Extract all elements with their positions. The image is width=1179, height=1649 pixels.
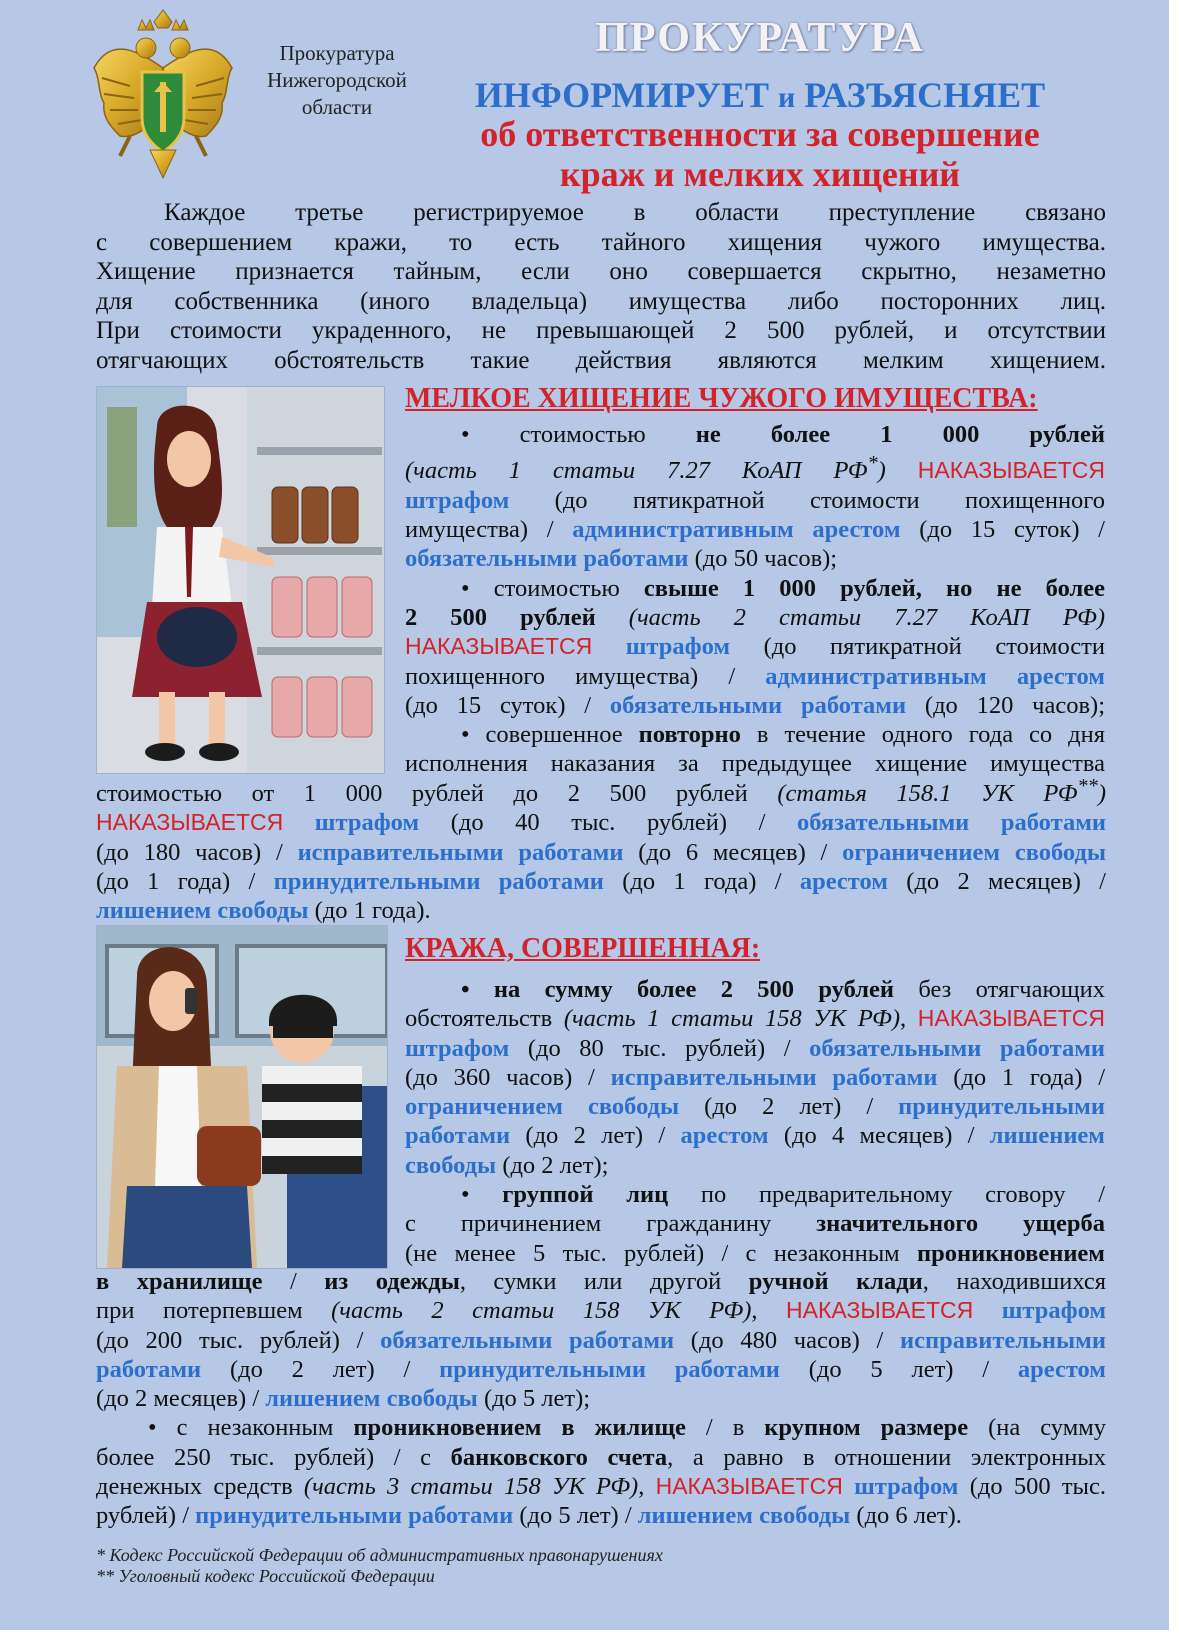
footnotes [96,1545,996,1587]
text-line: свободы (до 2 лет); [405,1151,609,1179]
text-line: • стоимостью свыше 1 000 рублей, но не более [461,574,1105,602]
text-line: похищенного имущества) / административным арестом [405,662,1105,690]
text-line: работами (до 2 лет) / арестом (до 4 месяцев) / лишением [405,1122,1105,1150]
intro-line: При стоимости украденного, не превышающей 2 500 рублей, и отсутствии [96,317,1106,344]
intro-line: Хищение признается тайным, если оно совершается скрытно, незаметно [96,258,1106,285]
text-line: в хранилище / из одежды, сумки или другой ручной клади, находившихся [96,1268,1107,1295]
text-line: (до 200 тыс. рублей) / обязательными работами (до 480 часов) / исправительными [96,1326,1106,1354]
intro-line: для собственника (иного владельца) имущества либо посторонних лиц. [96,287,1106,315]
text-line: обязательными работами (до 50 часов); [405,545,838,573]
text-line: (до 1 года) / принудительными работами (до 1 года) / арестом (до 2 месяцев) / [96,868,1106,896]
text-line: (до 360 часов) / исправительными работами (до 1 года) / [405,1063,1106,1091]
headline-line: краж и мелких хищений [559,154,961,194]
org-line: области [301,95,373,119]
org-line: Нижегородской [267,68,407,92]
intro-line: с совершением кражи, то есть тайного хищения чужого имущества. [96,228,1106,256]
text-line: • совершенное повторно в течение одного года со дня [461,721,1105,749]
text-line: (до 2 месяцев) / лишением свободы (до 5 лет); [96,1385,591,1413]
text-line: НАКАЗЫВАЕТСЯ штрафом (до 40 тыс. рублей) / обязательными работами [96,809,1106,837]
section1-text [405,420,1105,779]
text-line: • на сумму более 2 500 рублей без отягчающих [461,976,1105,1003]
page-title: ПРОКУРАТУРА [595,15,925,61]
text-line: (не менее 5 тыс. рублей) / с незаконным проникновением [405,1239,1105,1267]
text-line: стоимостью от 1 000 рублей до 2 500 рублей (статья 158.1 УК РФ**) [96,775,1106,808]
text-line: при потерпевшем (часть 2 статьи 158 УК РФ), НАКАЗЫВАЕТСЯ штрафом [96,1297,1107,1325]
organization-name [262,40,412,121]
intro-line: Каждое третье регистрируемое в области преступление связано [164,199,1106,226]
subtitle [430,74,1090,116]
text-line: • стоимостью не более 1 000 рублей [461,421,1105,448]
footnote: ** Уголовный кодекс Российской Федерации [96,1566,435,1586]
pickpocket-illustration [96,925,388,1269]
text-line: (часть 1 статьи 7.27 КоАП РФ*) НАКАЗЫВАЕТСЯ [405,452,1105,485]
intro-paragraph [96,198,1106,375]
headline [420,114,1100,194]
text-line: с причинением гражданину значительного ущерба [405,1210,1105,1238]
intro-line: отягчающих обстоятельств такие действия являются мелким хищением. [96,346,1106,374]
text-line: штрафом (до 80 тыс. рублей) / обязательными работами [405,1034,1105,1062]
text-line: рублей) / принудительными работами (до 5 лет) / лишением свободы (до 6 лет). [96,1502,962,1530]
text-line: лишением свободы (до 1 года). [96,897,431,925]
text-line: НАКАЗЫВАЕТСЯ штрафом (до пятикратной стоимости [405,633,1105,661]
text-line: имущества) / административным арестом (до 15 суток) / [405,516,1105,544]
text-line: обстоятельств (часть 1 статьи 158 УК РФ), НАКАЗЫВАЕТСЯ [405,1005,1106,1033]
text-line: (до 180 часов) / исправительными работами (до 6 месяцев) / ограничением свободы [96,838,1106,866]
footnote: * Кодекс Российской Федерации об административных правонарушениях [96,1545,663,1565]
headline-line: об ответственности за совершение [480,114,1040,154]
shoplifting-illustration [96,386,385,774]
section2-text [405,975,1105,1268]
text-line: 2 500 рублей (часть 2 статьи 7.27 КоАП РФ) [405,603,1106,631]
text-line: • с незаконным проникновением в жилище / в крупном размере (на сумму [148,1414,1106,1442]
section2-text-full [96,1267,1106,1531]
subtitle-part: ИНФОРМИРУЕТ [474,75,769,115]
text-line: ограничением свободы (до 2 лет) / принудительными [405,1093,1105,1121]
section2-heading: КРАЖА, СОВЕРШЕННАЯ: [405,933,761,964]
subtitle-part: РАЗЪЯСНЯЕТ [804,75,1046,115]
text-line: исполнения наказания за предыдущее хищение имущества [405,750,1105,778]
text-line: • группой лиц по предварительному сговору / [461,1181,1106,1209]
text-line: работами (до 2 лет) / принудительными работами (до 5 лет) / арестом [96,1355,1106,1383]
text-line: (до 15 суток) / обязательными работами (до 120 часов); [405,691,1106,719]
text-line: денежных средств (часть 3 статьи 158 УК РФ), НАКАЗЫВАЕТСЯ штрафом (до 500 тыс. [96,1473,1107,1501]
text-line: более 250 тыс. рублей) / с банковского счета, а равно в отношении электронных [96,1443,1107,1471]
org-line: Прокуратура [279,41,395,65]
section1-heading: МЕЛКОЕ ХИЩЕНИЕ ЧУЖОГО ИМУЩЕСТВА: [405,383,1038,414]
section1-text-full [96,772,1106,926]
text-line: штрафом (до пятикратной стоимости похищенного [405,486,1105,514]
eagle-emblem-icon [90,8,236,184]
subtitle-part: и [778,81,796,114]
